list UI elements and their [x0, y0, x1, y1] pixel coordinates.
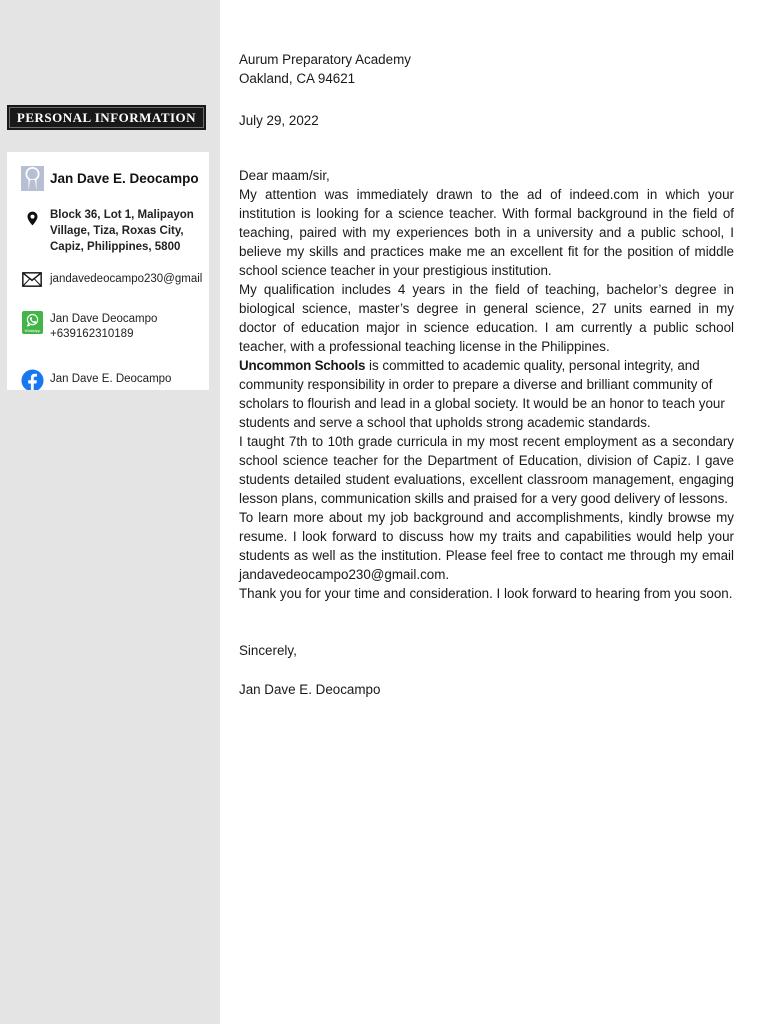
whatsapp-name: Jan Dave Deocampo	[50, 312, 158, 325]
recipient-name: Aurum Preparatory Academy	[239, 52, 411, 67]
closing: Sincerely,	[239, 643, 297, 658]
address-line: Capiz, Philippines, 5800	[50, 241, 181, 253]
paragraph-school-values	[239, 356, 734, 432]
whatsapp-icon-label: WhatsApp	[24, 328, 40, 333]
whatsapp-icon	[14, 310, 50, 334]
contact-name-row	[14, 165, 203, 191]
whatsapp-phone: +639162310189	[50, 328, 134, 340]
paragraph-school-values-text: is committed to academic quality, personal integrity, and community responsibility in order to prepare a diverse and brilliant community of scholars to flourish and lead in a global society. It would be an honor to teach your students and serve a school that upholds strong academic standards.	[239, 358, 725, 430]
address-line: Block 36, Lot 1, Malipayon	[50, 209, 194, 221]
paragraph-thanks: Thank you for your time and consideration. I look forward to hearing from you soon.	[239, 586, 733, 601]
paragraph-call-to-action: To learn more about my job background and accomplishments, kindly browse my resume. I look forward to discuss how my traits and capabilities would help your students as well as the institution. Please feel free to contact me through my email jandavedeocampo230@gmail.com.	[239, 510, 734, 582]
school-name-bold: Uncommon Schools	[239, 358, 366, 373]
contact-facebook-row	[14, 368, 203, 391]
facebook-name: Jan Dave E. Deocampo	[50, 372, 172, 385]
contact-email: jandavedeocampo230@gmail	[50, 273, 203, 285]
contact-name: Jan Dave E. Deocampo	[50, 171, 199, 186]
contact-address-row	[14, 207, 203, 255]
person-icon	[14, 165, 50, 191]
paragraph-qualifications: My qualification includes 4 years in the field of teaching, bachelor’s degree in biological science, master’s degree in general science, 27 units earned in my doctor of education major in science education. I am currently a public school teacher, with a professional teaching license in the Philippines.	[239, 282, 734, 354]
contact-whatsapp-row	[14, 310, 203, 343]
location-pin-icon	[14, 207, 50, 229]
contact-card	[7, 152, 209, 390]
facebook-icon	[14, 368, 50, 391]
paragraph-experience: I taught 7th to 10th grade curricula in my most recent employment as a secondary school science teacher for the Department of Education, division of Capiz. I gave students detailed student evaluations, excellent classroom management, engaging lesson plans, communication skills and praised for a very good delivery of lessons.	[239, 434, 734, 506]
envelope-icon	[14, 271, 50, 287]
personal-info-sidebar	[0, 0, 220, 1024]
address-line: Village, Tiza, Roxas City,	[50, 225, 184, 237]
salutation: Dear maam/sir,	[239, 168, 330, 183]
personal-information-title: PERSONAL INFORMATION	[16, 109, 197, 125]
letter-date: July 29, 2022	[239, 113, 319, 128]
personal-information-header	[7, 105, 206, 130]
cover-letter	[239, 50, 734, 699]
paragraph-introduction: My attention was immediately drawn to the ad of indeed.com in which your institution is looking for a science teacher. With formal background in the field of teaching, paired with my experiences both in a university and a public school, I believe my skills and practices make me an excellent fit for the position of middle school science teacher in your prestigious institution.	[239, 187, 734, 278]
recipient-address: Oakland, CA 94621	[239, 71, 356, 86]
signature-name: Jan Dave E. Deocampo	[239, 682, 381, 697]
contact-email-row	[14, 271, 203, 288]
